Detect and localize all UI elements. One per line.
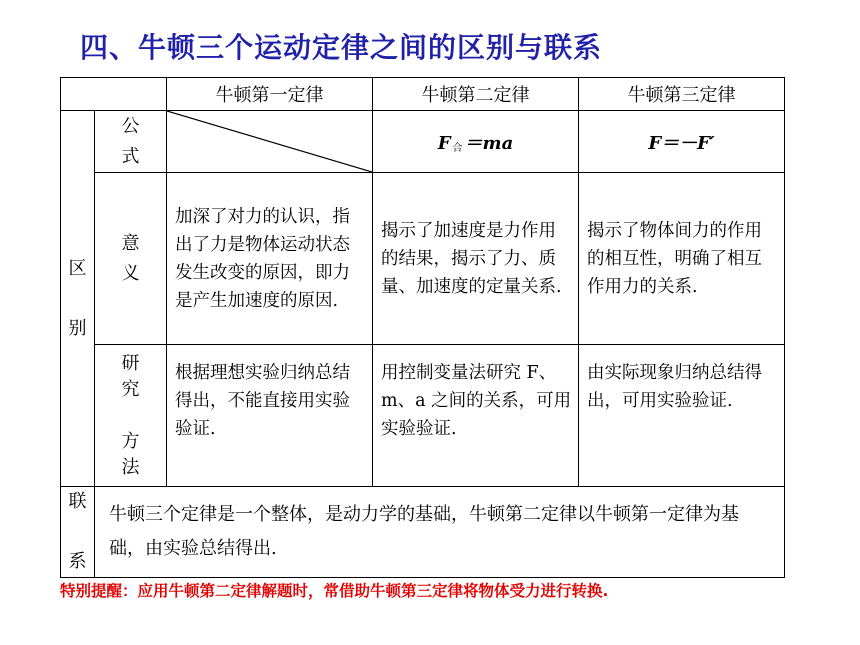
header-corner-cell xyxy=(61,78,167,111)
section-difference-label: 区 别 xyxy=(61,111,95,487)
header-row xyxy=(61,78,785,111)
page-title: 四、牛顿三个运动定律之间的区别与联系 xyxy=(80,31,603,64)
special-reminder-note: 特别提醒：应用牛顿第二定律解题时，常借助牛顿第三定律将物体受力进行转换. xyxy=(60,582,609,600)
formula-second-sub: 合 xyxy=(452,142,463,154)
section-link-label: 联 系 xyxy=(61,487,95,578)
comparison-table xyxy=(60,77,785,578)
link-row xyxy=(61,487,785,578)
formula-second-rest: ＝ma xyxy=(464,132,514,154)
header-second-law: 牛顿第二定律 xyxy=(373,78,579,111)
header-first-law: 牛顿第一定律 xyxy=(167,78,373,111)
method-third-law: 由实际现象归纳总结得出，可用实验验证. xyxy=(579,345,785,487)
formula-row xyxy=(61,111,785,173)
formula-second-law xyxy=(373,111,579,173)
meaning-row xyxy=(61,173,785,345)
meaning-first-law: 加深了对力的认识，指出了力是物体运动状态发生改变的原因，即力是产生加速度的原因. xyxy=(167,173,373,345)
formula-label: 公 式 xyxy=(95,111,167,173)
header-third-law: 牛顿第三定律 xyxy=(579,78,785,111)
method-first-law: 根据理想实验归纳总结得出，不能直接用实验验证. xyxy=(167,345,373,487)
diagonal-line xyxy=(167,111,372,172)
method-second-law: 用控制变量法研究 F、m、a 之间的关系，可用实验验证. xyxy=(373,345,579,487)
meaning-third-law: 揭示了物体间力的作用的相互性，明确了相互作用力的关系. xyxy=(579,173,785,345)
link-text: 牛顿三个定律是一个整体，是动力学的基础，牛顿第二定律以牛顿第一定律为基础，由实验总结得出. xyxy=(95,487,785,578)
formula-first-law-empty xyxy=(167,111,373,173)
method-label: 研 究 方 法 xyxy=(95,345,167,487)
formula-third-law: F＝－F′ xyxy=(579,111,785,173)
meaning-label: 意 义 xyxy=(95,173,167,345)
meaning-second-law: 揭示了加速度是力作用的结果，揭示了力、质量、加速度的定量关系. xyxy=(373,173,579,345)
formula-second-f: F xyxy=(437,132,451,154)
method-row xyxy=(61,345,785,487)
